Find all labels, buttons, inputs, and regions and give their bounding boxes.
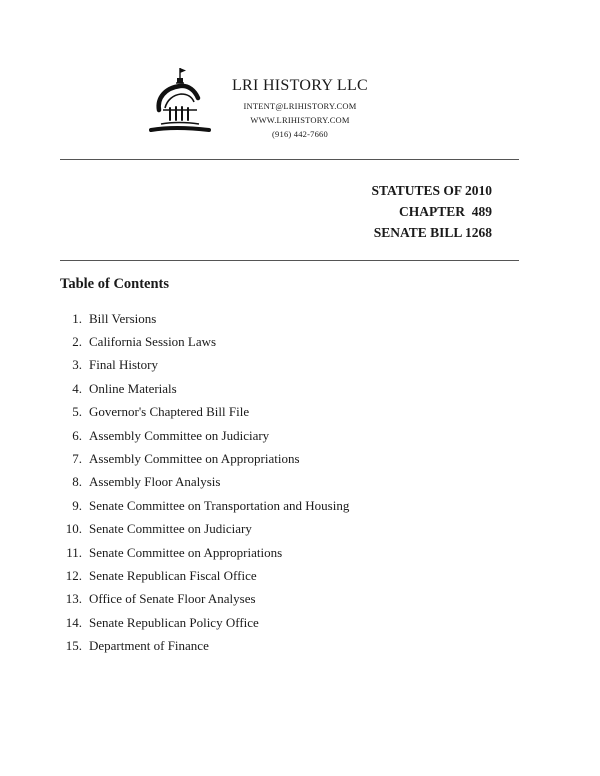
toc-item[interactable] bbox=[60, 634, 349, 657]
toc-item-number: 3. bbox=[72, 357, 82, 373]
toc-item-label: Senate Republican Fiscal Office bbox=[89, 567, 257, 583]
toc-item-label: Online Materials bbox=[89, 380, 177, 396]
toc-item-number: 12. bbox=[65, 567, 82, 583]
toc-item-label: Office of Senate Floor Analyses bbox=[89, 591, 256, 607]
toc-item[interactable] bbox=[60, 494, 349, 517]
toc-item[interactable] bbox=[60, 471, 349, 494]
toc-item-label: Assembly Floor Analysis bbox=[89, 474, 221, 490]
toc-item-number: 4. bbox=[72, 380, 82, 396]
toc-item-number: 9. bbox=[72, 497, 82, 513]
toc-item-label: Governor's Chaptered Bill File bbox=[89, 404, 250, 420]
toc-item[interactable] bbox=[60, 401, 349, 424]
toc-item[interactable] bbox=[60, 307, 349, 330]
toc-item-label: California Session Laws bbox=[89, 334, 217, 350]
toc-item-number: 14. bbox=[65, 614, 82, 630]
toc-item-number: 13. bbox=[65, 591, 82, 607]
toc-item-label: Department of Finance bbox=[89, 638, 209, 654]
company-email[interactable]: INTENT@LRIHISTORY.COM bbox=[243, 101, 357, 111]
top-divider bbox=[60, 159, 519, 160]
toc-item[interactable] bbox=[60, 611, 349, 634]
toc-item-number: 6. bbox=[72, 427, 82, 443]
toc-item-number: 8. bbox=[72, 474, 82, 490]
statute-bill: SENATE BILL 1268 bbox=[373, 225, 492, 240]
toc-item-number: 1. bbox=[72, 310, 82, 326]
company-info bbox=[222, 76, 378, 141]
toc-item[interactable] bbox=[60, 377, 349, 400]
toc-item-number: 11. bbox=[66, 544, 82, 560]
toc-item-label: Bill Versions bbox=[89, 310, 157, 326]
toc-item-label: Senate Committee on Judiciary bbox=[89, 521, 252, 537]
toc-item-label: Assembly Committee on Judiciary bbox=[89, 427, 270, 443]
toc-item[interactable] bbox=[60, 541, 349, 564]
bottom-divider bbox=[60, 260, 519, 261]
toc-item-number: 2. bbox=[72, 334, 82, 350]
toc-item-label: Assembly Committee on Appropriations bbox=[89, 451, 300, 467]
toc-list bbox=[60, 307, 349, 658]
toc-item-number: 5. bbox=[72, 404, 82, 420]
toc-item-label: Final History bbox=[89, 357, 158, 373]
toc-title: Table of Contents bbox=[60, 276, 170, 292]
toc-item[interactable] bbox=[60, 564, 349, 587]
toc-item-label: Senate Committee on Appropriations bbox=[89, 544, 283, 560]
capitol-dome-icon bbox=[143, 64, 213, 138]
toc-item[interactable] bbox=[60, 330, 349, 353]
toc-item[interactable] bbox=[60, 588, 349, 611]
toc-item[interactable] bbox=[60, 424, 349, 447]
toc-item-label: Senate Republican Policy Office bbox=[89, 614, 259, 630]
toc-item[interactable] bbox=[60, 354, 349, 377]
toc-item-number: 10. bbox=[65, 521, 82, 537]
toc-item-number: 7. bbox=[72, 451, 82, 467]
toc-item-number: 15. bbox=[65, 638, 82, 654]
statute-chapter: CHAPTER 489 bbox=[398, 204, 492, 219]
toc-item-label: Senate Committee on Transportation and Housing bbox=[89, 497, 350, 513]
toc-item[interactable] bbox=[60, 447, 349, 470]
statute-heading bbox=[371, 180, 492, 243]
company-phone: (916) 442-7660 bbox=[272, 129, 328, 139]
company-website[interactable]: WWW.LRIHISTORY.COM bbox=[250, 115, 350, 125]
toc-item[interactable] bbox=[60, 518, 349, 541]
statute-year: STATUTES OF 2010 bbox=[371, 183, 492, 198]
company-name: LRI HISTORY LLC bbox=[231, 77, 369, 94]
